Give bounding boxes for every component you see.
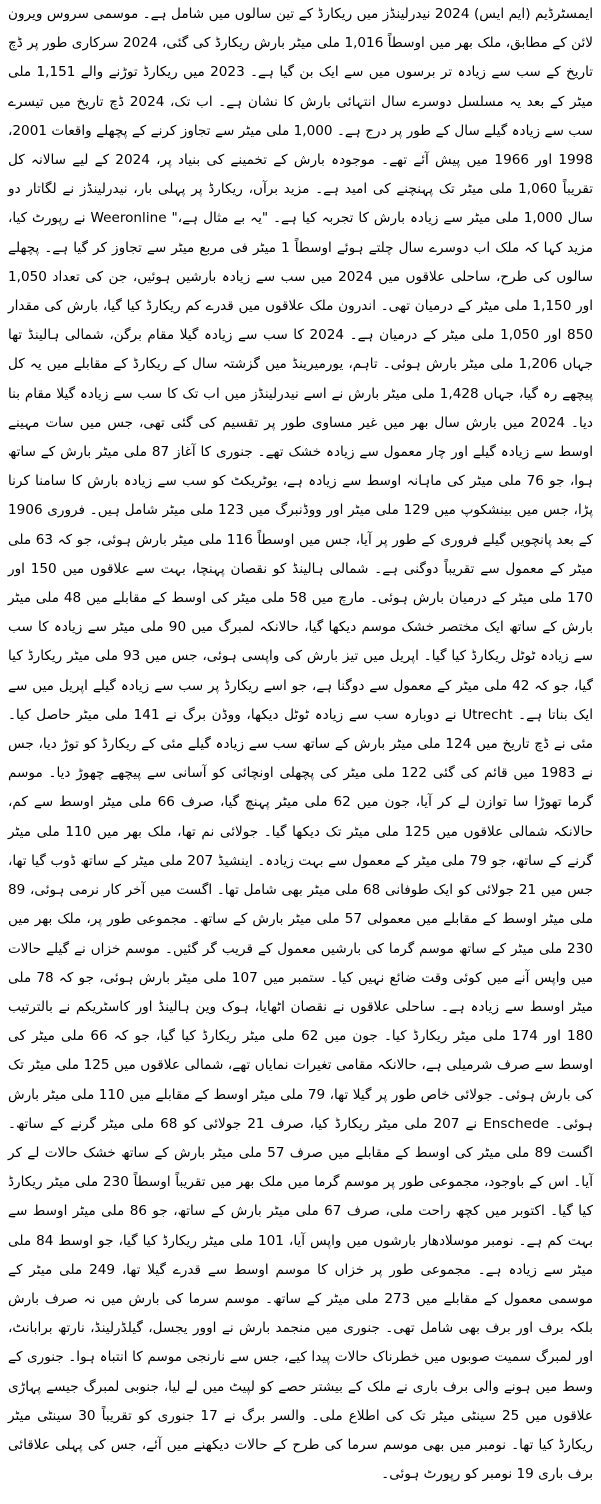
article-body <box>8 0 593 1489</box>
article-paragraph: ایمسٹرڈیم (ایم ایس) 2024 نیدرلینڈز میں ریکارڈ کے تین سالوں میں شامل ہے۔ موسمی سروس ویرون لائن کے مطابق، ملک بھر میں اوسطاً 1,016 ملی میٹر بارش ریکارڈ کی گئی، 2024 سرکاری طور پر ڈچ تاریخ کے سب سے زیادہ تر برسوں میں سے ایک بن گیا ہے۔ 2023 میں ریکارڈ توڑنے والے 1,151 ملی میٹر کے بعد یہ مسلسل دوسرے سال انتہائی بارش کا نشان ہے۔ اب تک، 2024 ڈچ تاریخ میں تیسرے سب سے زیادہ گیلے سال کے طور پر درج ہے۔ 1,000 ملی میٹر سے تجاوز کرنے کے پچھلے واقعات 2001، 1998 اور 1966 میں پیش آئے تھے۔ موجودہ بارش کے تخمینے کی بنیاد پر، 2024 کے لیے سالانہ کل تقریباً 1,060 ملی میٹر تک پہنچنے کی امید ہے۔ مزید برآں، ریکارڈ پر پہلی بار، نیدرلینڈز نے لگاتار دو سال 1,000 ملی میٹر سے زیادہ بارش کا تجربہ کیا ہے۔ "یہ بے مثال ہے،" Weeronline نے رپورٹ کیا، مزید کہا کہ ملک اب دوسرے سال چلتے ہوئے اوسطاً 1 میٹر فی مربع میٹر سے تجاوز کر گیا ہے۔ پچھلے سالوں کی طرح، ساحلی علاقوں میں 2024 میں سب سے زیادہ بارشیں ہوئیں، جن کی تعداد 1,050 اور 1,150 ملی میٹر کے درمیان تھی۔ اندرون ملک علاقوں میں قدرے کم ریکارڈ کیا گیا، بارش کی مقدار 850 اور 1,050 ملی میٹر کے درمیان ہے۔ 2024 کا سب سے زیادہ گیلا مقام برگن، شمالی ہالینڈ تھا جہاں 1,206 ملی میٹر بارش ہوئی۔ تاہم، یورمیرینڈ میں گزشتہ سال کے ریکارڈ کے مقابلے میں یہ کل پیچھے رہ گیا، جہاں 1,428 ملی میٹر بارش نے اسے نیدرلینڈز میں اب تک کا سب سے زیادہ گیلا مقام بنا دیا۔ 2024 میں بارش سال بھر میں غیر مساوی طور پر تقسیم کی گئی تھی، جس میں سات مہینے اوسط سے زیادہ گیلے اور چار معمول سے زیادہ خشک تھے۔ جنوری کا آغاز 87 ملی میٹر بارش کے ساتھ ہوا، جو 76 ملی میٹر کی ماہانہ اوسط سے زیادہ ہے، یوٹریکٹ کو سب سے زیادہ بارش کا سامنا کرنا پڑا، جس میں بینشکوپ میں 129 ملی میٹر اور ووڈنبرگ میں 123 ملی میٹر شامل ہیں۔ فروری 1906 کے بعد پانچویں گیلے فروری کے طور پر آیا، جس میں اوسطاً 116 ملی میٹر بارش ہوئی، جو کہ 63 ملی میٹر کے معمول سے تقریباً دوگنی ہے۔ شمالی ہالینڈ کو نقصان پہنچا، بہت سے علاقوں میں 150 اور 170 ملی میٹر کے درمیان بارش ہوئی۔ مارچ میں 58 ملی میٹر کی اوسط کے مقابلے میں 48 ملی میٹر بارش کے ساتھ ایک مختصر خشک موسم دیکھا گیا، حالانکہ لمبرگ میں 90 ملی میٹر سے زیادہ کا سب سے زیادہ ٹوٹل ریکارڈ کیا گیا۔ اپریل میں تیز بارش کی واپسی ہوئی، جس میں 93 ملی میٹر ریکارڈ کیا گیا، جو کہ 42 ملی میٹر کے معمول سے دوگنا ہے، جو اسے ریکارڈ پر سب سے زیادہ گیلے اپریل میں سے ایک بناتا ہے۔ Utrecht نے دوبارہ سب سے زیادہ ٹوٹل دیکھا، ووڈن برگ نے 141 ملی میٹر حاصل کیا۔ مئی نے ڈچ تاریخ میں 124 ملی میٹر بارش کے ساتھ سب سے زیادہ گیلے مئی کے ریکارڈ کو توڑ دیا، جس نے 1983 میں قائم کی گئی 122 ملی میٹر کی پچھلی اونچائی کو آسانی سے پیچھے چھوڑ دیا۔ موسم گرما تھوڑا سا توازن لے کر آیا، جون میں 62 ملی میٹر پہنچ گیا، صرف 66 ملی میٹر اوسط سے کم، حالانکہ شمالی علاقوں میں 125 ملی میٹر تک دیکھا گیا۔ جولائی نم تھا، ملک بھر میں 110 ملی میٹر گرنے کے ساتھ، جو 79 ملی میٹر کے معمول سے بہت زیادہ۔ اینشیڈ 207 ملی میٹر کے ساتھ ڈوب گیا تھا، جس میں 21 جولائی کو ایک طوفانی 68 ملی میٹر بھی شامل تھا۔ اگست میں آخر کار نرمی ہوئی، 89 ملی میٹر اوسط کے مقابلے میں معمولی 57 ملی میٹر بارش کے ساتھ۔ مجموعی طور پر، ملک بھر میں 230 ملی میٹر کے ساتھ موسم گرما کی بارشیں معمول کے قریب گر گئیں۔ موسم خزاں نے گیلے حالات میں واپس آنے میں کوئی وقت ضائع نہیں کیا۔ ستمبر میں 107 ملی میٹر بارش ہوئی، جو کہ 78 ملی میٹر اوسط سے زیادہ ہے۔ ساحلی علاقوں نے نقصان اٹھایا، ہوک وین ہالینڈ اور کاسٹریکم نے بالترتیب 180 اور 174 ملی میٹر ریکارڈ کیا۔ جون میں 62 ملی میٹر ریکارڈ کیا گیا، جو کہ 66 ملی میٹر کی اوسط سے صرف شرمیلی ہے، حالانکہ مقامی تغیرات نمایاں تھے، شمالی علاقوں میں 125 ملی میٹر تک کی بارش ہوئی۔ جولائی خاص طور پر گیلا تھا، 79 ملی میٹر اوسط کے مقابلے میں 110 ملی میٹر بارش ہوئی۔ Enschede نے 207 ملی میٹر ریکارڈ کیا، صرف 21 جولائی کو 68 ملی میٹر گرنے کے ساتھ۔ اگست 89 ملی میٹر کی اوسط کے مقابلے میں صرف 57 ملی میٹر بارش کے ساتھ خشک حالات لے کر آیا۔ اس کے باوجود، مجموعی طور پر موسم گرما میں ملک بھر میں تقریباً اوسطاً 230 ملی میٹر ریکارڈ کیا گیا۔ اکتوبر میں کچھ راحت ملی، صرف 67 ملی میٹر بارش کے ساتھ، جو 86 ملی میٹر اوسط سے بہت کم ہے۔ نومبر موسلادھار بارشوں میں واپس آیا، 101 ملی میٹر ریکارڈ کیا گیا، جو اوسط 84 ملی میٹر سے زیادہ ہے۔ مجموعی طور پر خزاں کا موسم اوسط سے قدرے گیلا تھا، 249 ملی میٹر کے موسمی معمول کے مقابلے میں 273 ملی میٹر کے ساتھ۔ موسم سرما کی بارش میں نہ صرف بارش بلکہ برف اور برف بھی شامل تھی۔ جنوری میں منجمد بارش نے اوور یجسل، گیلڈرلینڈ، نارتھ برابانٹ، اور لمبرگ سمیت صوبوں میں خطرناک حالات پیدا کیے، جس سے نارنجی موسم کا انتباہ ہوا۔ جنوری کے وسط میں ہونے والی برف باری نے ملک کے بیشتر حصے کو لپیٹ میں لے لیا، جنوبی لمبرگ جیسے پہاڑی علاقوں میں 25 سینٹی میٹر تک کی اطلاع ملی۔ والسر برگ نے 17 جنوری کو تقریباً 30 سینٹی میٹر ریکارڈ کیا تھا۔ نومبر میں بھی موسم سرما کی طرح کے حالات دیکھنے میں آئے، جس کی پہلی علاقائی برف باری 19 نومبر کو رپورٹ ہوئی۔ <box>8 6 594 1483</box>
